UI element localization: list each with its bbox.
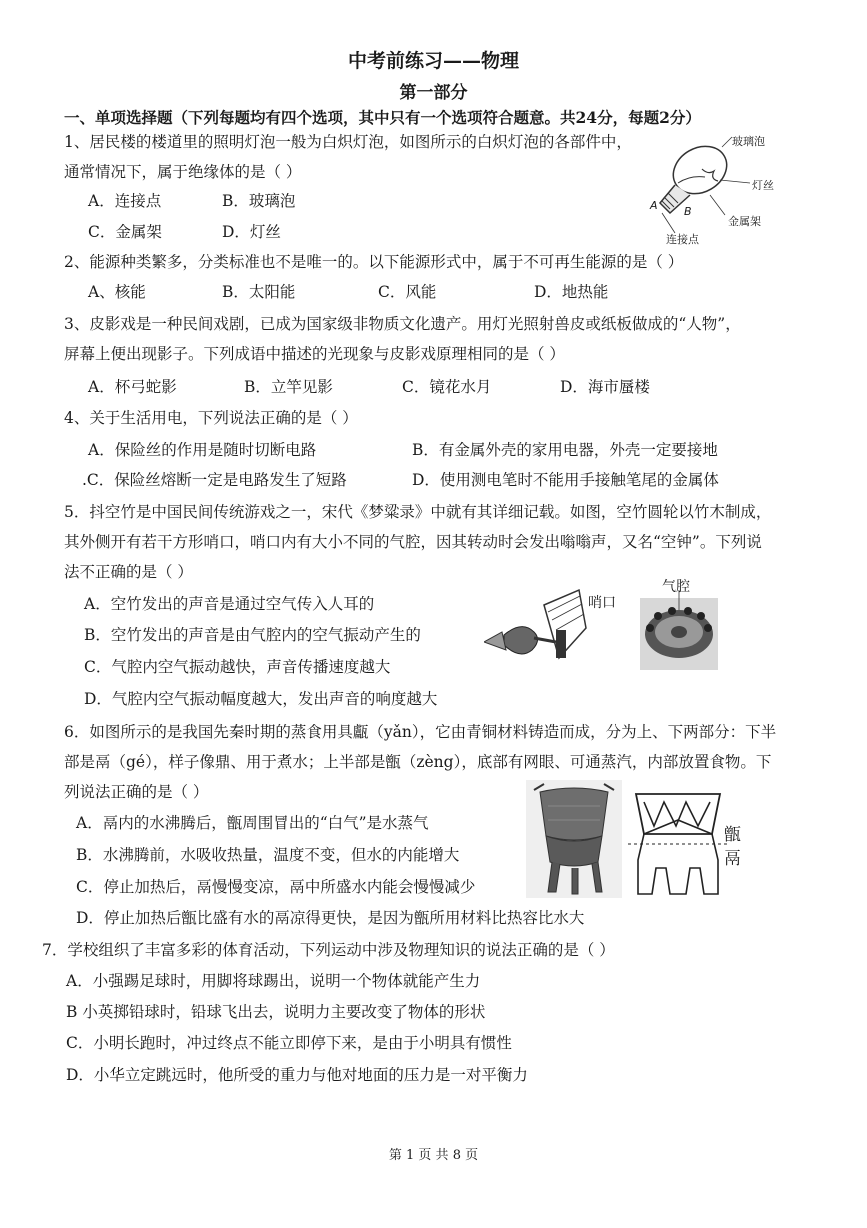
- q5-stem-line3: 法不正确的是（ ）: [64, 563, 193, 581]
- diabolo-figure: [484, 580, 634, 675]
- label-contact-point: 连接点: [666, 233, 699, 246]
- label-b: B: [684, 205, 692, 218]
- air-cavity-figure: [638, 578, 720, 672]
- q4-stem: 4、关于生活用电，下列说法正确的是（ ）: [64, 409, 358, 427]
- q1-option-a[interactable]: A．连接点: [88, 192, 162, 210]
- q4-option-d[interactable]: D．使用测电笔时不能用手接触笔尾的金属体: [412, 471, 719, 489]
- q4-option-c[interactable]: .C．保险丝熔断一定是电路发生了短路: [82, 471, 347, 489]
- q2-stem: 2、能源种类繁多，分类标准也不是唯一的。以下能源形式中，属于不可再生能源的是（ ）: [64, 253, 684, 271]
- q7-stem: 7．学校组织了丰富多彩的体育活动，下列运动中涉及物理知识的说法正确的是（ ）: [42, 941, 615, 959]
- q7-option-d[interactable]: D．小华立定跳远时，他所受的重力与他对地面的压力是一对平衡力: [66, 1066, 528, 1084]
- light-bulb-drawing: [640, 125, 800, 250]
- bronze-vessel-drawing: [526, 780, 622, 898]
- q2-option-d[interactable]: D．地热能: [534, 283, 609, 301]
- q2-option-c[interactable]: C．风能: [378, 283, 437, 301]
- bronze-yan-photo: [526, 780, 622, 898]
- q1-option-b[interactable]: B．玻璃泡: [222, 192, 296, 210]
- q6-option-b[interactable]: B．水沸腾前，水吸收热量，温度不变，但水的内能增大: [76, 846, 460, 864]
- q6-stem-line1: 6．如图所示的是我国先秦时期的蒸食用具甗（yǎn），它由青铜材料铸造而成，分为上、下两部分：下半: [64, 723, 777, 741]
- q1-option-c[interactable]: C．金属架: [88, 223, 162, 241]
- q3-option-c[interactable]: C．镜花水月: [402, 378, 492, 396]
- q5-option-c[interactable]: C．气腔内空气振动越快，声音传播速度越大: [84, 658, 391, 676]
- q6-option-a[interactable]: A．鬲内的水沸腾后，甑周围冒出的“白气”是水蒸气: [76, 814, 429, 832]
- q6-stem-line2: 部是鬲（gé），样子像鼎、用于煮水；上半部是甑（zèng），底部有网眼、可通蒸汽，内部放置食物。下: [64, 753, 772, 771]
- q5-stem-line2: 其外侧开有若干方形哨口，哨口内有大小不同的气腔，因其转动时会发出嗡嗡声，又名“空钟”。下列说: [64, 533, 762, 551]
- q3-option-a[interactable]: A．杯弓蛇影: [88, 378, 177, 396]
- q6-stem-line3: 列说法正确的是（ ）: [64, 783, 209, 801]
- label-whistle-mouth: 哨口: [588, 595, 616, 611]
- q5-option-d[interactable]: D．气腔内空气振动幅度越大，发出声音的响度越大: [84, 690, 438, 708]
- q5-stem-line1: 5．抖空竹是中国民间传统游戏之一，宋代《梦粱录》中就有其详细记载。如图，空竹圆轮以竹木制成，: [64, 503, 772, 521]
- q4-option-a[interactable]: A．保险丝的作用是随时切断电路: [88, 441, 317, 459]
- q4-option-b[interactable]: B．有金属外壳的家用电器，外壳一定要接地: [412, 441, 718, 459]
- q2-option-b[interactable]: B．太阳能: [222, 283, 296, 301]
- q2-option-a[interactable]: A、核能: [88, 283, 146, 301]
- q5-option-a[interactable]: A．空竹发出的声音是通过空气传入人耳的: [84, 595, 375, 613]
- q7-option-a[interactable]: A．小强踢足球时，用脚将球踢出，说明一个物体就能产生力: [66, 972, 481, 990]
- q3-option-d[interactable]: D．海市蜃楼: [560, 378, 650, 396]
- light-bulb-figure: [640, 125, 800, 250]
- q5-option-b[interactable]: B．空竹发出的声音是由气腔内的空气振动产生的: [84, 626, 421, 644]
- q1-option-d[interactable]: D．灯丝: [222, 223, 281, 241]
- label-filament: 灯丝: [752, 179, 774, 192]
- label-air-cavity: 气腔: [662, 579, 690, 595]
- yan-diagram: [628, 790, 758, 900]
- q3-option-b[interactable]: B．立竿见影: [244, 378, 333, 396]
- q7-option-c[interactable]: C．小明长跑时，冲过终点不能立即停下来，是由于小明具有惯性: [66, 1034, 512, 1052]
- q6-option-d[interactable]: D．停止加热后甑比盛有水的鬲凉得更快，是因为甑所用材料比热容比水大: [76, 909, 585, 927]
- q1-stem-line1: 1、居民楼的楼道里的照明灯泡一般为白炽灯泡，如图所示的白炽灯泡的各部件中，: [64, 133, 632, 151]
- q3-stem-line1: 3、皮影戏是一种民间戏剧，已成为国家级非物质文化遗产。用灯光照射兽皮或纸板做成的“人物”，: [64, 315, 741, 333]
- label-zeng: 甑: [724, 825, 741, 845]
- label-li: 鬲: [724, 849, 741, 869]
- q1-stem-line2: 通常情况下，属于绝缘体的是（ ）: [64, 163, 302, 181]
- page-title: 中考前练习——物理: [347, 50, 519, 72]
- label-metal-frame: 金属架: [728, 215, 761, 228]
- label-glass-bulb: 玻璃泡: [732, 135, 765, 148]
- q7-option-b[interactable]: B 小英掷铅球时，铅球飞出去，说明力主要改变了物体的形状: [66, 1003, 486, 1021]
- part-title: 第一部分: [399, 83, 468, 103]
- q6-option-c[interactable]: C．停止加热后，鬲慢慢变凉，鬲中所盛水内能会慢慢减少: [76, 878, 476, 896]
- page-number: 第 1 页 共 8 页: [388, 1148, 479, 1163]
- q3-stem-line2: 屏幕上便出现影子。下列成语中描述的光现象与皮影戏原理相同的是（ ）: [64, 345, 565, 363]
- section-heading: 一、单项选择题（下列每题均有四个选项，其中只有一个选项符合题意。共24分，每题2分）: [64, 108, 701, 127]
- label-a: A: [650, 199, 658, 212]
